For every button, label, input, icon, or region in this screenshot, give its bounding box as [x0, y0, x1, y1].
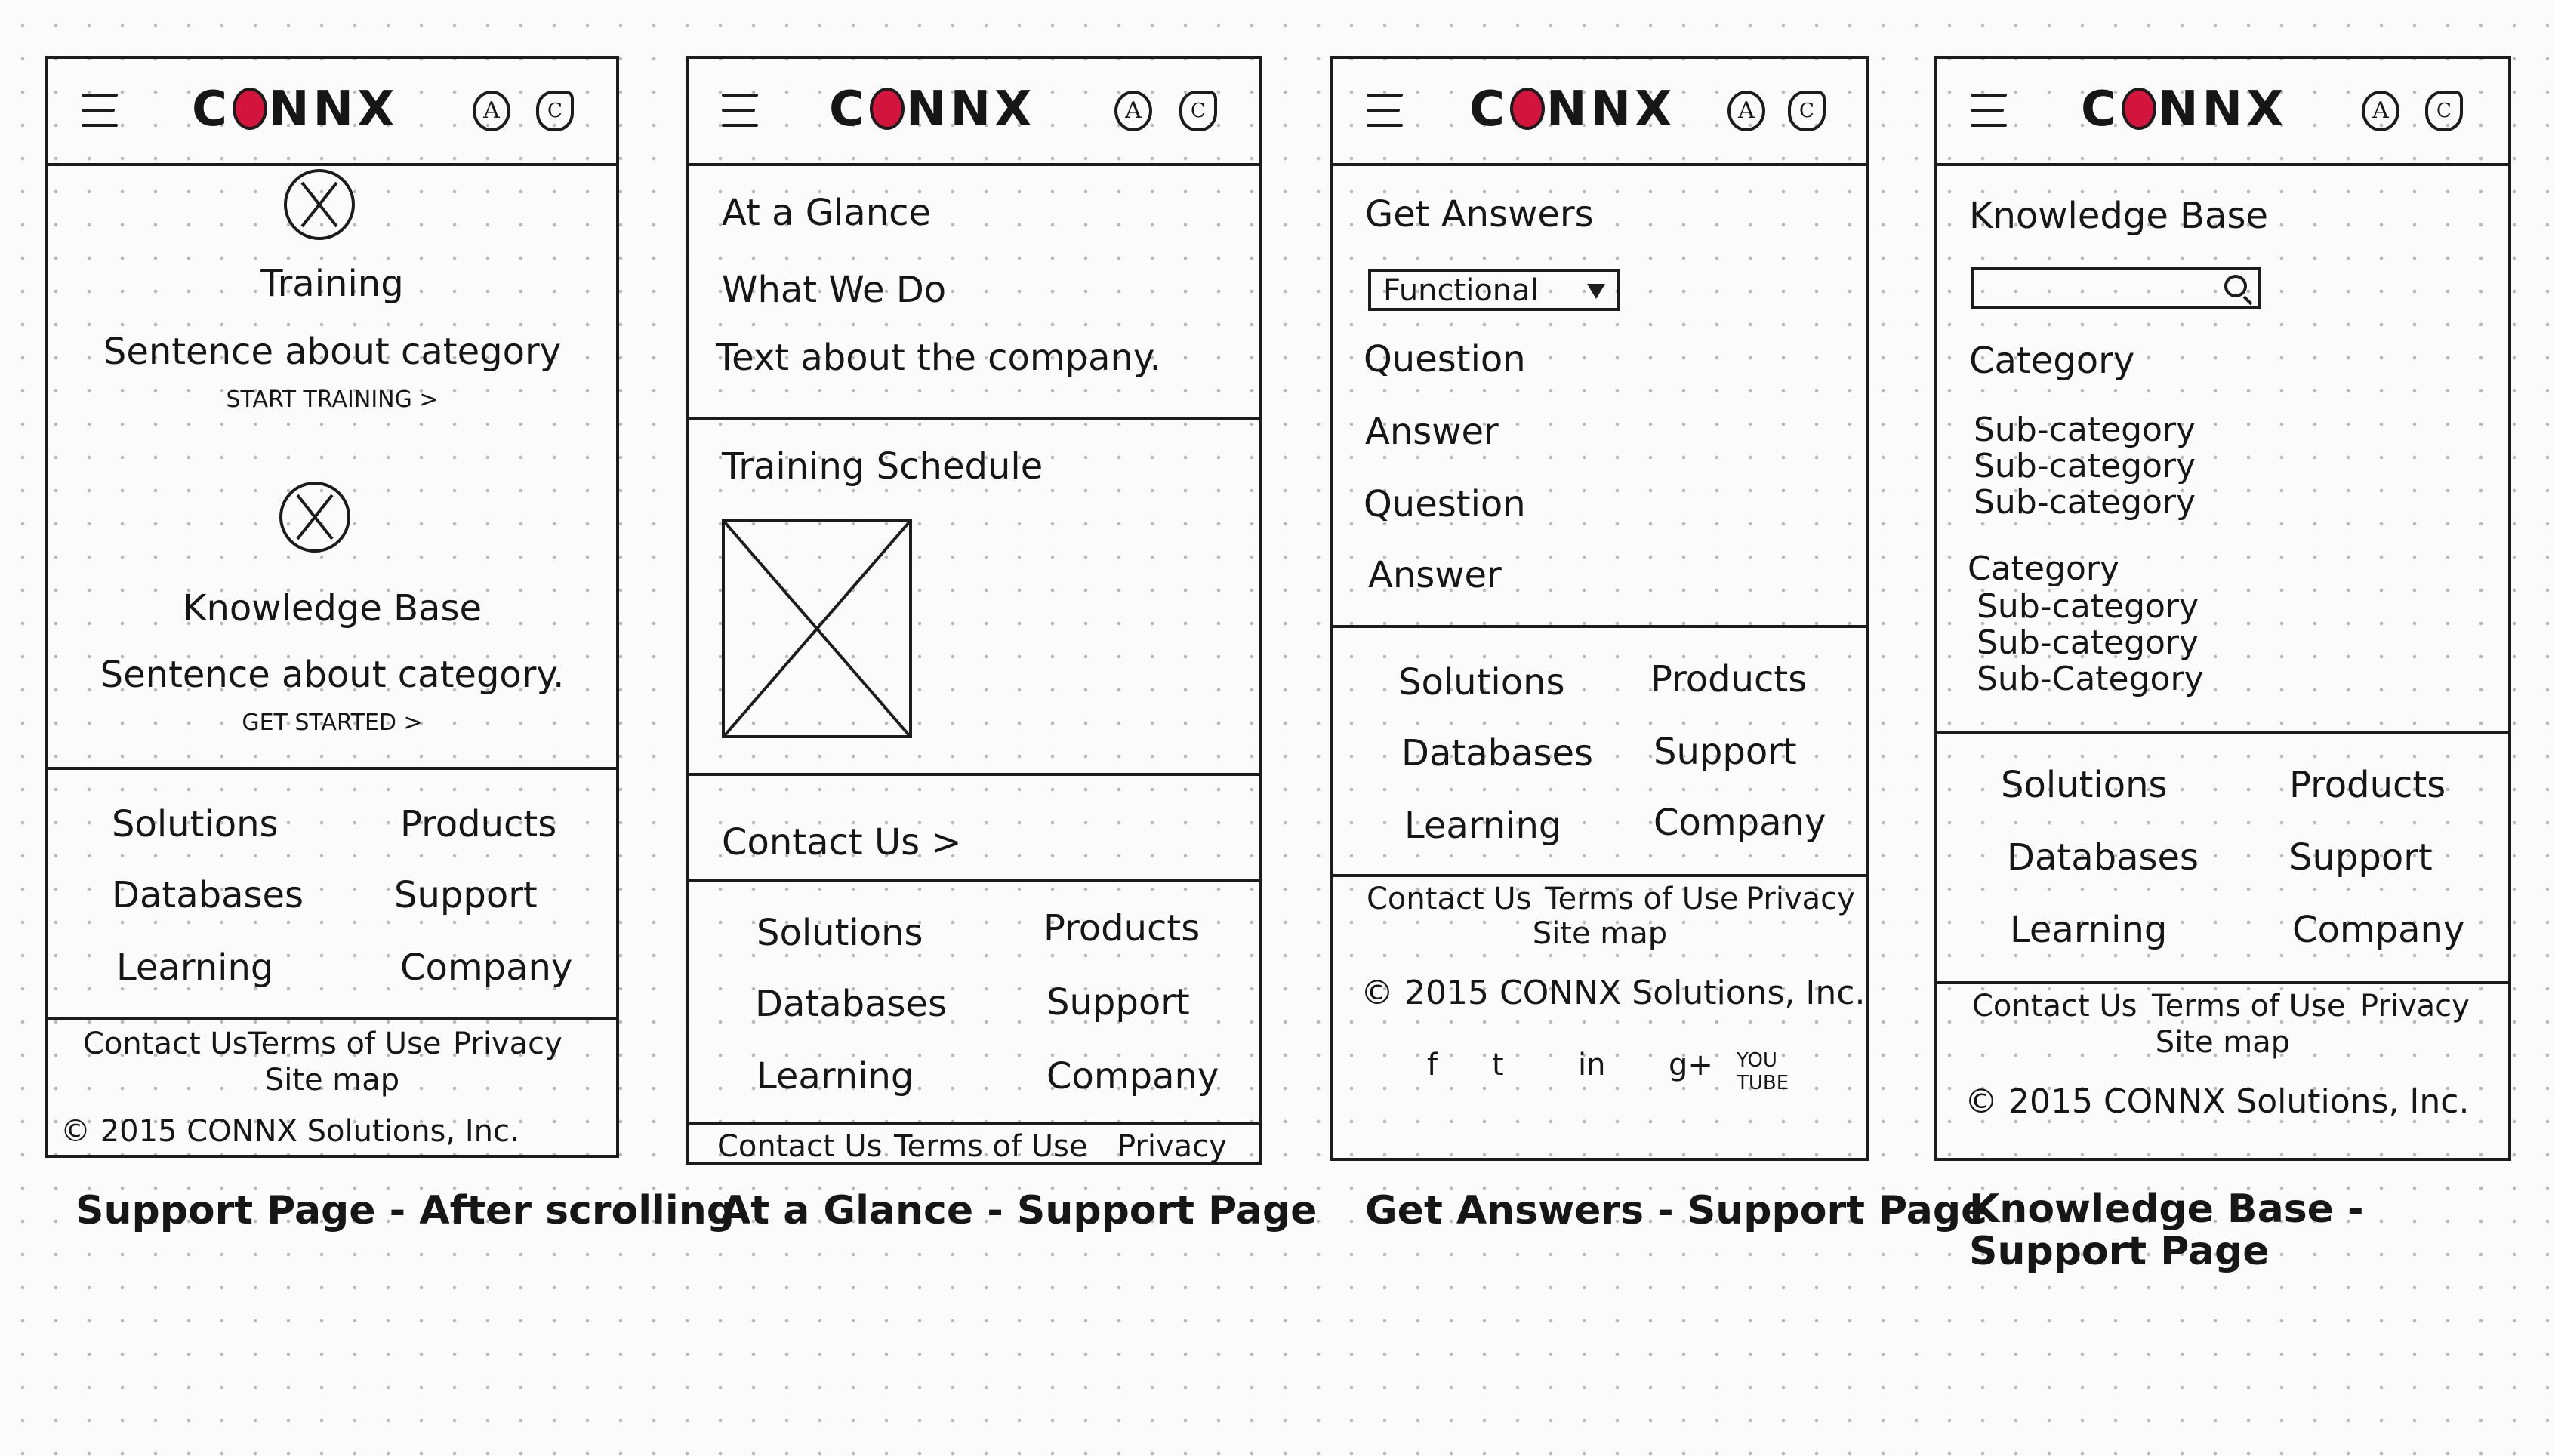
divider — [1333, 625, 1866, 628]
wireframe-get-answers — [1330, 56, 1869, 1161]
privacy-link[interactable]: Privacy — [453, 1027, 562, 1061]
get-started-link[interactable]: GET STARTED > — [242, 710, 423, 736]
divider — [1937, 731, 2508, 734]
footer-support[interactable]: Support — [1654, 731, 1797, 773]
sub-category-link[interactable]: Sub-category — [1977, 623, 2199, 662]
answer-1: Answer — [1365, 411, 1499, 453]
contact-us-link[interactable]: Contact Us — [1367, 882, 1532, 916]
chevron-down-icon — [1587, 284, 1605, 299]
footer-databases[interactable]: Databases — [1401, 732, 1594, 774]
copyright: © 2015 CONNX Solutions, Inc. — [1361, 974, 1866, 1012]
header — [689, 59, 1259, 166]
divider — [48, 767, 616, 770]
youtube-icon[interactable]: YOU TUBE — [1737, 1049, 1789, 1094]
search-icon[interactable] — [2224, 275, 2247, 297]
footer-learning[interactable]: Learning — [1404, 805, 1562, 847]
footer-learning[interactable]: Learning — [116, 947, 274, 989]
sub-category-link[interactable]: Sub-category — [1974, 447, 2196, 485]
footer-support[interactable]: Support — [2289, 836, 2433, 879]
terms-of-use-link[interactable]: Terms of Use — [248, 1027, 442, 1061]
connx-logo[interactable] — [2081, 82, 2287, 137]
footer-company[interactable]: Company — [1046, 1055, 1219, 1097]
facebook-icon[interactable]: f — [1427, 1048, 1438, 1082]
site-map-link[interactable]: Site map — [264, 1063, 400, 1097]
contact-us-link[interactable]: Contact Us > — [722, 821, 962, 863]
footer-support[interactable]: Support — [394, 874, 538, 916]
footer-products[interactable]: Products — [1650, 658, 1808, 700]
knowledge-base-heading: Knowledge Base — [1969, 195, 2268, 237]
header — [1333, 59, 1866, 166]
privacy-link[interactable]: Privacy — [1117, 1129, 1227, 1164]
terms-of-use-link[interactable]: Terms of Use — [2152, 989, 2346, 1024]
divider — [689, 1122, 1259, 1125]
logo-red-o-icon — [1510, 88, 1545, 130]
category-dropdown[interactable] — [1368, 269, 1620, 311]
logo-text-end: NNX — [905, 82, 1036, 137]
phone-icon[interactable]: C — [2425, 91, 2463, 131]
site-map-link[interactable]: Site map — [1532, 916, 1668, 951]
caption-get-answers: Get Answers - Support Page — [1365, 1188, 1988, 1233]
footer-learning[interactable]: Learning — [757, 1055, 914, 1097]
divider — [1937, 981, 2508, 984]
account-icon[interactable]: A — [473, 91, 510, 131]
account-icon[interactable]: A — [2362, 91, 2399, 131]
footer-products[interactable]: Products — [400, 803, 557, 845]
sub-category-link[interactable]: Sub-Category — [1977, 660, 2204, 698]
divider — [689, 417, 1259, 420]
footer-learning[interactable]: Learning — [2010, 909, 2168, 951]
linkedin-icon[interactable]: in — [1578, 1048, 1606, 1082]
start-training-link[interactable]: START TRAINING > — [226, 386, 439, 413]
footer-company[interactable]: Company — [400, 947, 573, 989]
training-sentence: Sentence about category — [103, 331, 562, 373]
what-we-do-heading: What We Do — [722, 269, 947, 311]
footer-databases[interactable]: Databases — [112, 874, 304, 916]
divider — [48, 1017, 616, 1020]
divider — [689, 879, 1259, 882]
knowledge-base-sentence: Sentence about category. — [100, 654, 565, 696]
knowledge-base-title: Knowledge Base — [183, 587, 482, 629]
footer-products[interactable]: Products — [1043, 907, 1200, 950]
question-2[interactable]: Question — [1364, 483, 1526, 525]
footer-solutions[interactable]: Solutions — [112, 803, 279, 845]
training-schedule-heading: Training Schedule — [722, 445, 1043, 488]
caption-support-after-scrolling: Support Page - After scrolling — [76, 1188, 735, 1233]
footer-support[interactable]: Support — [1046, 981, 1190, 1024]
contact-us-link[interactable]: Contact Us — [83, 1027, 248, 1061]
footer-solutions[interactable]: Solutions — [2001, 764, 2168, 806]
knowledge-base-search-input[interactable] — [1971, 267, 2261, 309]
footer-solutions[interactable]: Solutions — [757, 912, 923, 954]
phone-icon[interactable]: C — [1179, 91, 1217, 131]
logo-red-o-icon — [233, 88, 267, 130]
contact-us-footer-link[interactable]: Contact Us — [717, 1129, 883, 1164]
twitter-icon[interactable]: t — [1492, 1048, 1504, 1082]
wireframe-support-after-scrolling — [45, 56, 619, 1158]
divider — [1333, 874, 1866, 877]
divider — [689, 773, 1259, 776]
contact-us-link[interactable]: Contact Us — [1972, 989, 2137, 1024]
terms-of-use-link[interactable]: Terms of Use — [1545, 882, 1739, 916]
footer-company[interactable]: Company — [1654, 802, 1826, 844]
logo-text-start: C — [2081, 82, 2120, 137]
footer-solutions[interactable]: Solutions — [1398, 661, 1565, 703]
copyright: © 2015 CONNX Solutions, Inc. — [60, 1114, 519, 1149]
logo-text-start: C — [192, 82, 231, 137]
account-icon[interactable]: A — [1727, 91, 1765, 131]
terms-of-use-link[interactable]: Terms of Use — [894, 1129, 1088, 1164]
sub-category-link[interactable]: Sub-category — [1977, 587, 2199, 626]
category-2-heading[interactable]: Category — [1968, 549, 2119, 588]
header — [1937, 59, 2508, 166]
logo-text-end: NNX — [1546, 82, 1676, 137]
connx-logo[interactable] — [192, 82, 398, 137]
privacy-link[interactable]: Privacy — [1746, 882, 1855, 916]
logo-text-end: NNX — [2157, 82, 2288, 137]
logo-red-o-icon — [870, 88, 905, 130]
caption-knowledge-base: Knowledge Base - Support Page — [1969, 1187, 2364, 1274]
hamburger-menu-icon[interactable] — [722, 92, 760, 130]
footer-products[interactable]: Products — [2289, 764, 2446, 806]
account-icon[interactable]: A — [1114, 91, 1152, 131]
site-map-link[interactable]: Site map — [2155, 1025, 2291, 1060]
hamburger-menu-icon[interactable] — [1367, 92, 1404, 130]
logo-text-end: NNX — [268, 82, 399, 137]
google-plus-icon[interactable]: g+ — [1669, 1048, 1713, 1082]
logo-text-start: C — [829, 82, 868, 137]
connx-logo[interactable] — [829, 82, 1035, 137]
at-a-glance-heading: At a Glance — [722, 192, 932, 234]
hamburger-menu-icon[interactable] — [82, 92, 119, 130]
phone-icon[interactable]: C — [536, 91, 574, 131]
company-text: Text about the company. — [716, 337, 1161, 379]
training-image-placeholder — [284, 169, 355, 240]
category-1-heading[interactable]: Category — [1969, 340, 2135, 382]
sub-category-link[interactable]: Sub-category — [1974, 483, 2196, 522]
training-schedule-image-placeholder — [722, 519, 912, 738]
get-answers-heading: Get Answers — [1365, 193, 1594, 235]
question-1[interactable]: Question — [1364, 338, 1526, 380]
phone-icon[interactable]: C — [1788, 91, 1826, 131]
footer-company[interactable]: Company — [2292, 909, 2465, 951]
wireframe-knowledge-base — [1934, 56, 2511, 1161]
logo-text-start: C — [1469, 82, 1509, 137]
answer-2: Answer — [1368, 554, 1502, 596]
footer-databases[interactable]: Databases — [755, 983, 948, 1025]
caption-at-a-glance: At a Glance - Support Page — [720, 1188, 1318, 1233]
footer-databases[interactable]: Databases — [2007, 836, 2199, 879]
copyright: © 2015 CONNX Solutions, Inc. — [1965, 1082, 2470, 1121]
hamburger-menu-icon[interactable] — [1971, 92, 2008, 130]
knowledge-base-image-placeholder — [279, 482, 350, 553]
sub-category-link[interactable]: Sub-category — [1974, 411, 2196, 449]
privacy-link[interactable]: Privacy — [2360, 989, 2470, 1024]
training-title: Training — [260, 263, 404, 305]
header — [48, 59, 616, 166]
logo-red-o-icon — [2122, 88, 2156, 130]
connx-logo[interactable] — [1469, 82, 1675, 137]
dropdown-value: Functional — [1383, 273, 1539, 308]
wireframe-at-a-glance — [686, 56, 1262, 1165]
